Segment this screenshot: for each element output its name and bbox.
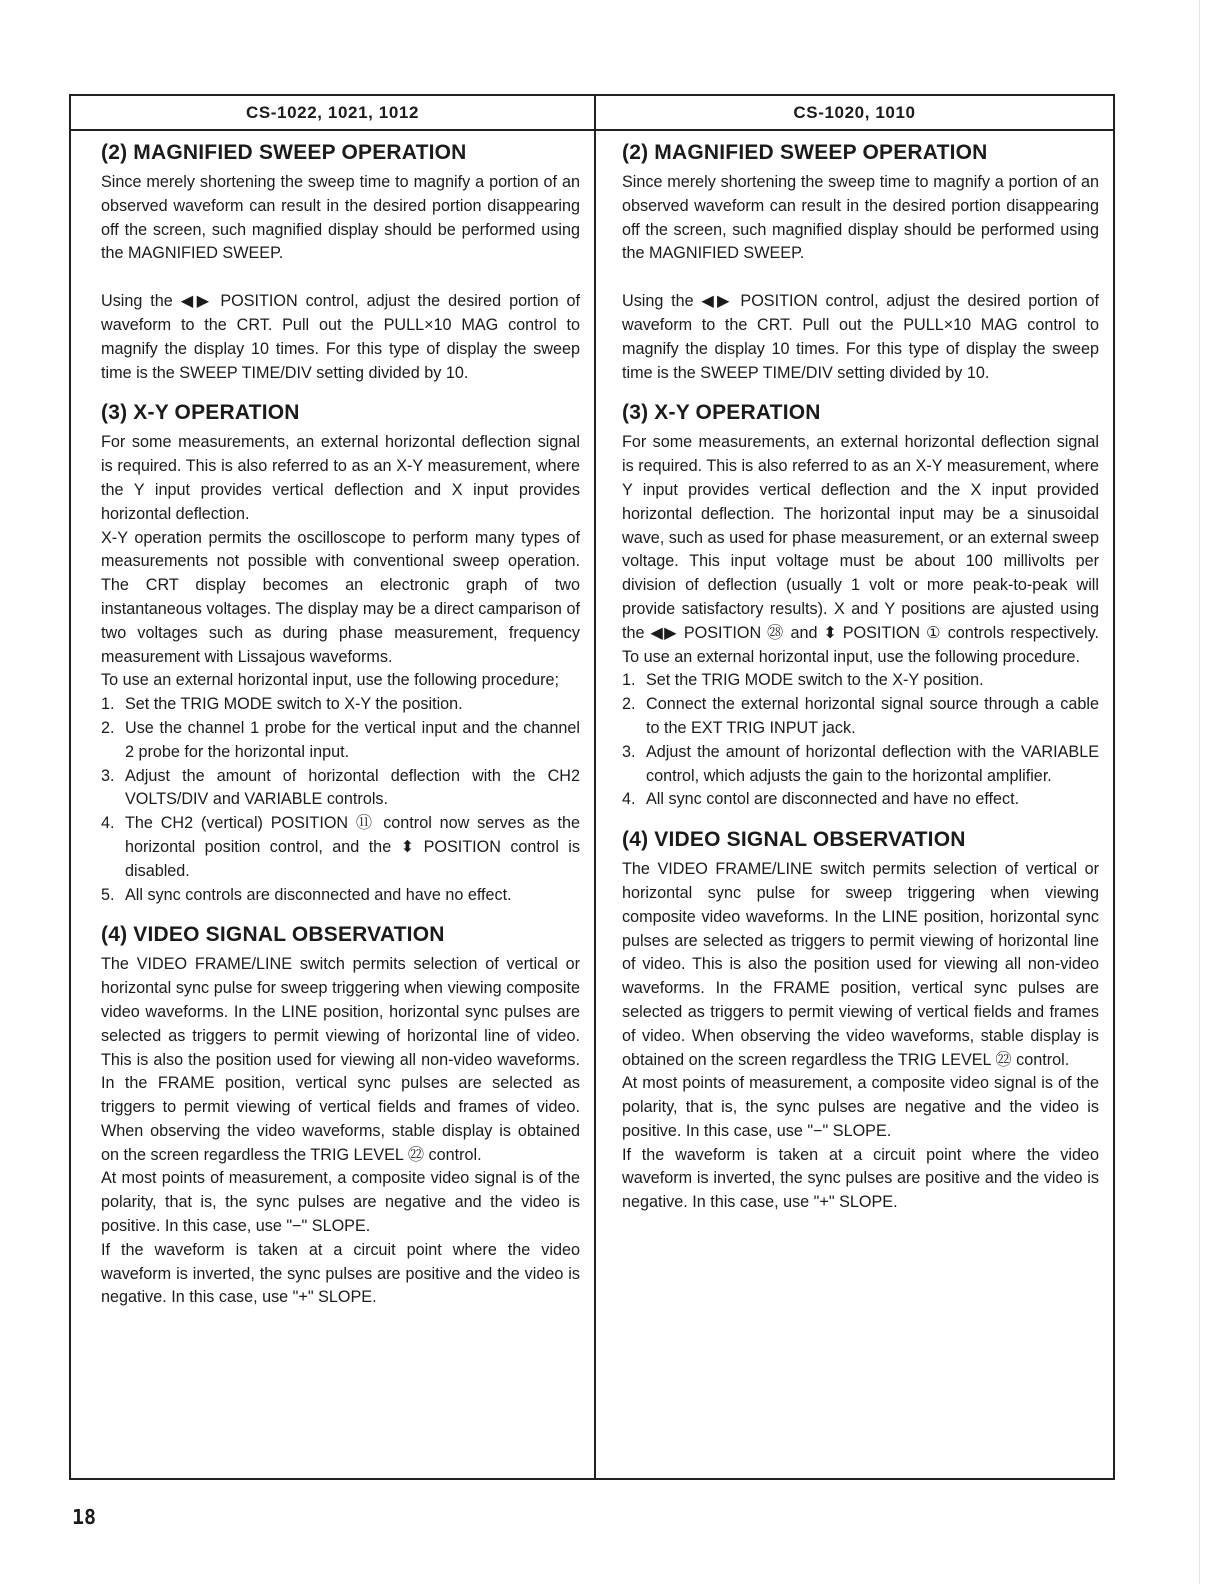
- paragraph: Using the ◀▶ POSITION control, adjust the desired portion of waveform to the CRT. Pull out the PULL×10 MAG control to magnify the display 10 times. For this type of display the sweep time is the SWEEP TIME/DIV setting divided by 10.: [622, 292, 1099, 382]
- section-2-title: (2) MAGNIFIED SWEEP OPERATION: [101, 141, 467, 164]
- paragraph: The VIDEO FRAME/LINE switch permits selection of vertical or horizontal sync pulse for sweep triggering when viewing composite video waveforms. In the LINE position, horizontal sync pulses are selected as triggers to permit viewing of horizontal line of video. This is also the position used for viewing all non-video waveforms. In the FRAME position, vertical sync pulses are selected as triggers to permit viewing of vertical fields and frames of video. When observing the video waveforms, stable display is obtained on the screen regardless the TRIG LEVEL ㉒ control.: [622, 860, 1099, 1069]
- list-item: 2. Connect the external horizontal signal source through a cable to the EXT TRIG INPUT jack.: [622, 695, 1099, 737]
- paragraph: At most points of measurement, a composite video signal is of the polarity, that is, the sync pulses are negative and the video is positive. In this case, use "−" SLOPE.: [101, 1169, 580, 1236]
- list-item: 4. The CH2 (vertical) POSITION ⑪ control now serves as the horizontal position control, and the ⬍ POSITION control is disabled.: [101, 814, 580, 880]
- procedure-list: [622, 669, 1099, 812]
- column-header-right: CS-1020, 1010: [596, 96, 1113, 131]
- list-item: 2. Use the channel 1 probe for the vertical input and the channel 2 probe for the horizontal input.: [101, 718, 580, 761]
- paragraph: For some measurements, an external horizontal deflection signal is required. This is also referred to as an X-Y measurement, where the Y input provides vertical deflection and X input provides horizontal deflection.: [101, 433, 580, 523]
- list-item: 1. Set the TRIG MODE switch to the X-Y position.: [622, 671, 984, 690]
- paragraph: To use an external horizontal input, use the following procedure;: [101, 671, 560, 690]
- column-body-left: [71, 131, 594, 1310]
- section-4-title: (4) VIDEO SIGNAL OBSERVATION: [622, 828, 966, 852]
- scan-edge-line: [1199, 0, 1200, 1584]
- section-4-title: (4) VIDEO SIGNAL OBSERVATION: [101, 923, 445, 947]
- paragraph: At most points of measurement, a composite video signal is of the polarity, that is, the sync pulses are negative and the video is positive. In this case, use "−" SLOPE.: [622, 1074, 1099, 1140]
- list-item: 4. All sync contol are disconnected and have no effect.: [622, 790, 1020, 809]
- list-item: 5. All sync controls are disconnected and have no effect.: [101, 885, 512, 904]
- column-header-left: CS-1022, 1021, 1012: [71, 96, 594, 131]
- paragraph: For some measurements, an external horizontal deflection signal is required. This is also referred to as an X-Y measurement, where Y input provides vertical deflection and the X input provided horizontal deflection. The horizontal input may be a sinusoidal wave, such as used for phase measurement, or an external sweep voltage. This input voltage must be about 100 millivolts per division of deflection (usually 1 volt or more peak-to-peak will provide satisfactory results). X and Y positions are ajusted using the ◀▶ POSITION ㉘ and ⬍ POSITION ① controls respectively. To use an external horizontal input, use the following procedure.: [622, 433, 1099, 666]
- section-3-title: (3) X-Y OPERATION: [101, 401, 300, 425]
- two-column-table: [69, 94, 1115, 1480]
- column-cs1020: [594, 96, 1113, 1478]
- paragraph: Since merely shortening the sweep time to magnify a portion of an observed waveform can result in the desired portion disappearing off the screen, such magnified display should be performed using the MAGNIFIED SWEEP.: [622, 173, 1099, 263]
- list-item: 3. Adjust the amount of horizontal deflection with the VARIABLE control, which adjusts the gain to the horizontal amplifier.: [622, 742, 1099, 785]
- paragraph: The VIDEO FRAME/LINE switch permits selection of vertical or horizontal sync pulse for sweep triggering when viewing composite video waveforms. In the LINE position, horizontal sync pulses are selected as triggers to permit viewing of horizontal line of video. This is also the position used for viewing all non-video waveforms. In the FRAME position, vertical sync pulses are selected as triggers to permit viewing of vertical fields and frames of video. When observing the video waveforms, stable display is obtained on the screen regardless the TRIG LEVEL ㉒ control.: [101, 955, 580, 1164]
- paragraph: If the waveform is taken at a circuit point where the video waveform is inverted, the sync pulses are positive and the video is negative. In this case, use "+" SLOPE.: [622, 1145, 1099, 1212]
- procedure-list: [101, 693, 580, 907]
- section-2-title: (2) MAGNIFIED SWEEP OPERATION: [622, 141, 988, 164]
- list-item: 1. Set the TRIG MODE switch to X-Y the position.: [101, 695, 463, 714]
- column-body-right: [596, 131, 1113, 1215]
- paragraph: X-Y operation permits the oscilloscope to perform many types of measurements not possible with conventional sweep operation. The CRT display becomes an electronic graph of two instantaneous voltages. The display may be a direct camparison of two voltages such as during phase measurement, frequency measurement with Lissajous waveforms.: [101, 528, 580, 666]
- column-cs1022: [71, 96, 594, 1478]
- list-item: 3. Adjust the amount of horizontal deflection with the CH2 VOLTS/DIV and VARIABLE controls.: [101, 766, 580, 809]
- paragraph: Using the ◀▶ POSITION control, adjust the desired portion of waveform to the CRT. Pull out the PULL×10 MAG control to magnify the display 10 times. For this type of display the sweep time is the SWEEP TIME/DIV setting divided by 10.: [101, 292, 580, 382]
- page-number: 18: [72, 1505, 97, 1529]
- section-3-title: (3) X-Y OPERATION: [622, 401, 821, 425]
- paragraph: If the waveform is taken at a circuit point where the video waveform is inverted, the sync pulses are positive and the video is negative. In this case, use "+" SLOPE.: [101, 1240, 580, 1307]
- paragraph: Since merely shortening the sweep time to magnify a portion of an observed waveform can result in the desired portion disappearing off the screen, such magnified display should be performed using the MAGNIFIED SWEEP.: [101, 173, 580, 263]
